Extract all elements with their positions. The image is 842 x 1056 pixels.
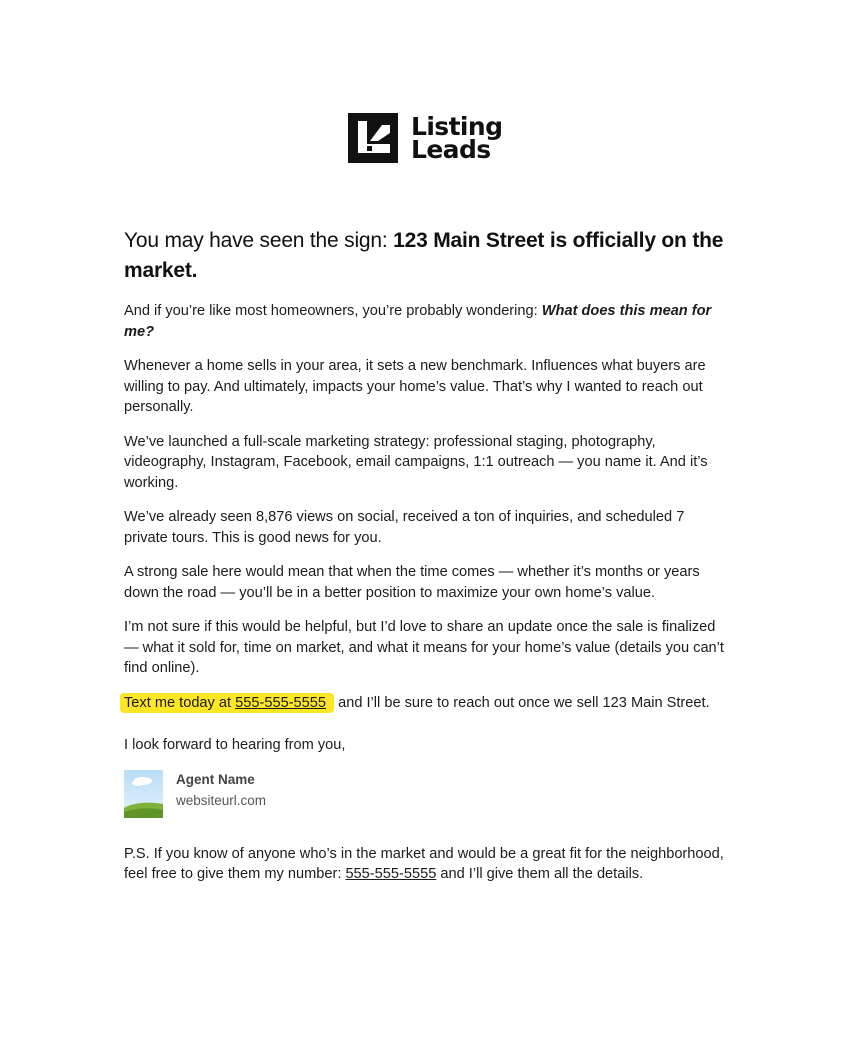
- listing-leads-logo-icon: [348, 113, 398, 163]
- agent-name: Agent Name: [176, 771, 255, 787]
- cta-phone-link[interactable]: 555-555-5555: [235, 694, 327, 711]
- postscript: [124, 844, 724, 885]
- signature-block: [124, 770, 724, 818]
- landscape-image-icon: [124, 770, 163, 818]
- headline-lead: You may have seen the sign:: [124, 229, 394, 252]
- ps-text-before: P.S. If you know of anyone who’s in the market and would be a great fit for the neighborhood, feel free to give them my number:: [124, 845, 724, 882]
- brand-wordmark: [411, 112, 503, 164]
- headline: [124, 226, 724, 286]
- paragraph-6: I’m not sure if this would be helpful, but I’d love to share an update once the sale is finalized — what it sold for, time on market, and what it means for your home’s value (details you can’t find online).: [124, 619, 724, 676]
- paragraph-1-emphasis: What does this mean for me?: [124, 303, 712, 340]
- cta-highlight-text: Text me today at: [124, 694, 236, 711]
- signature-text: [176, 770, 266, 812]
- closing-line: I look forward to hearing from you,: [124, 737, 346, 753]
- headline-emphasis: 123 Main Street is officially on the market.: [124, 229, 724, 282]
- brand-line-2: Leads: [411, 135, 491, 164]
- paragraph-3: We’ve launched a full-scale marketing strategy: professional staging, photography, videography, Instagram, Facebook, email campaigns, 1:1 outreach — you name it. And it’s working.: [124, 433, 708, 491]
- cta-rest-text: and I’ll be sure to reach out once we sell 123 Main Street.: [334, 694, 710, 711]
- paragraph-1: [124, 301, 724, 342]
- paragraph-1-text: And if you’re like most homeowners, you’re probably wondering:: [124, 303, 542, 319]
- paragraph-2: Whenever a home sells in your area, it sets a new benchmark. Influences what buyers are willing to pay. And ultimately, impacts your home’s value. That’s why I wanted to reach out personally.: [124, 358, 706, 415]
- call-to-action: [124, 693, 724, 714]
- paragraph-4: We’ve already seen 8,876 views on social, received a ton of inquiries, and scheduled 7 private tours. This is good news for you.: [124, 509, 685, 546]
- brand-line-1: Listing: [411, 112, 503, 141]
- letter-body: [124, 226, 724, 885]
- paragraph-5: A strong sale here would mean that when the time comes — whether it’s months or years down the road — you’ll be in a better position to maximize your own home’s value.: [124, 564, 700, 601]
- ps-phone-link[interactable]: 555-555-5555: [345, 866, 437, 882]
- agent-website[interactable]: websiteurl.com: [176, 792, 267, 808]
- cta-highlight: [120, 693, 334, 713]
- brand-logo: [348, 112, 502, 164]
- ps-text-after: and I’ll give them all the details.: [436, 866, 644, 882]
